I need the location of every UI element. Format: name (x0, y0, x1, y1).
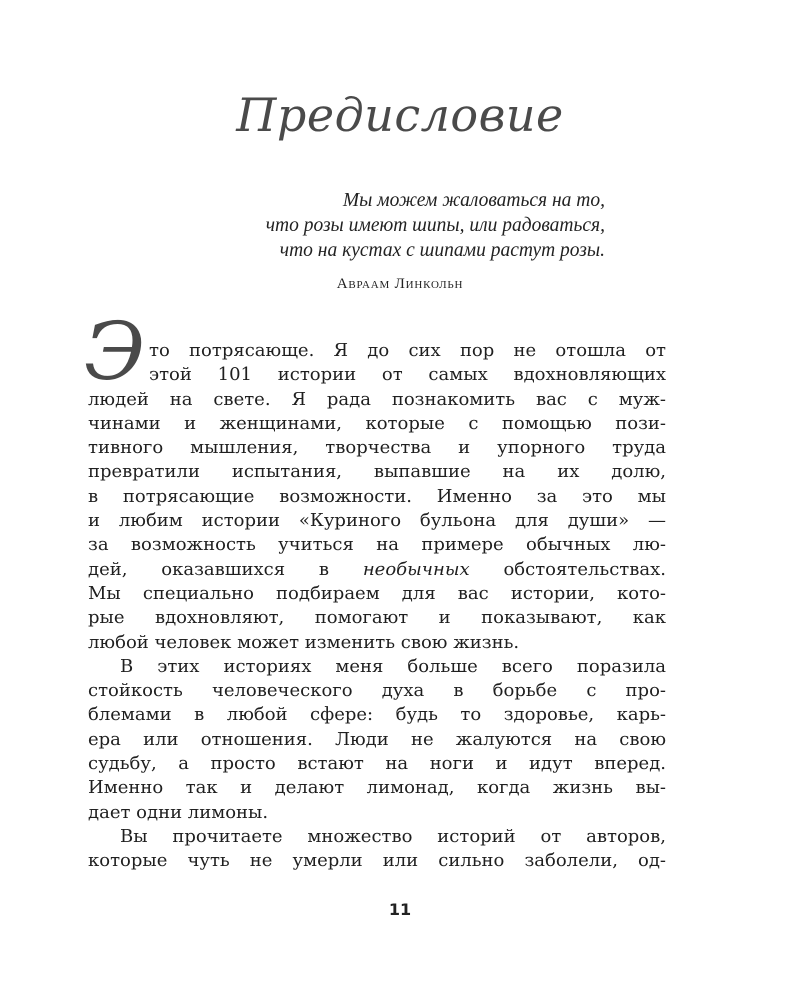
text-line: людей на свете. Я рада познакомить вас с муж- (88, 388, 666, 410)
text-line: Мы специально подбираем для вас истории, кото- (88, 582, 666, 604)
text-line: стойкость человеческого духа в борьбе с про- (88, 680, 666, 702)
text-line: за возможность учиться на примере обычных лю- (88, 534, 666, 556)
text-line: которые чуть не умерли или сильно заболели, од- (88, 850, 666, 872)
epigraph-line: что на кустах с шипами растут розы. (279, 240, 605, 261)
text-line: рые вдохновляют, помогают и показывают, как (88, 607, 666, 629)
epigraph-line: что розы имеют шипы, или радоваться, (265, 215, 605, 236)
page-number: 11 (388, 900, 412, 919)
epigraph-author: Авраам Линкольн (336, 276, 464, 292)
text-line: любой человек может изменить свою жизнь. (88, 631, 520, 653)
text-line: дает одни лимоны. (88, 801, 269, 823)
text-line: этой 101 истории от самых вдохновляющих (149, 364, 666, 386)
body-text (88, 339, 666, 874)
text-line: то потрясающе. Я до сих пор не отошла от (149, 340, 666, 361)
text-line: Вы прочитаете множество историй от авторов, (120, 825, 666, 847)
text-segment: обстоятельствах. (469, 558, 666, 580)
text-line: чинами и женщинами, которые с помощью пози- (88, 412, 666, 434)
text-line: в потрясающие возможности. Именно за это мы (88, 485, 666, 507)
text-line: и любим истории «Куриного бульона для души» — (88, 510, 666, 532)
text-segment: дей, оказавшихся в (88, 558, 363, 580)
epigraph-quote (120, 188, 605, 263)
text-line: судьбу, а просто встают на ноги и идут вперед. (88, 753, 666, 775)
emphasis-text: необычных (362, 558, 470, 580)
text-line-mixed (88, 558, 666, 582)
drop-cap: Э (84, 305, 146, 398)
text-line: блемами в любой сфере: будь то здоровье, карь- (88, 704, 666, 726)
text-line: ера или отношения. Люди не жалуются на свою (88, 728, 666, 750)
epigraph-line: Мы можем жаловаться на то, (342, 190, 605, 211)
text-line: тивного мышления, творчества и упорного труда (88, 437, 666, 459)
page-title: Предисловие (236, 88, 564, 142)
text-line: превратили испытания, выпавшие на их долю, (88, 461, 666, 483)
text-line: В этих историях меня больше всего поразила (120, 655, 666, 677)
text-line: Именно так и делают лимонад, когда жизнь вы- (88, 777, 666, 799)
